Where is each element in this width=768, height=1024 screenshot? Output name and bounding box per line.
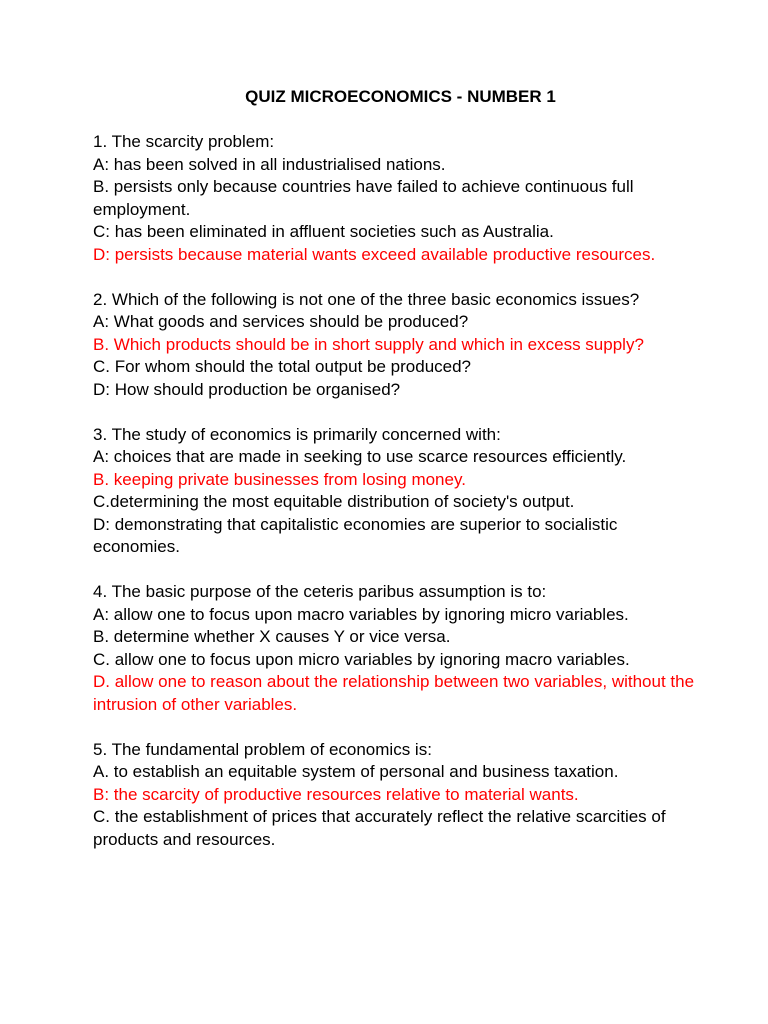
correct-answer-option: D: persists because material wants exceed available productive resources. [93,244,656,264]
correct-answer-option: D. allow one to reason about the relationship between two variables, without the intrusion of other variables. [93,672,695,714]
answer-option: B. determine whether X causes Y or vice versa. [93,627,451,646]
correct-answer-option: B. Which products should be in short supply and which in excess supply? [93,334,644,354]
answer-option: C. the establishment of prices that accurately reflect the relative scarcities of products and resources. [93,807,666,849]
question-stem: 1. The scarcity problem: [93,132,275,151]
answer-option: C.determining the most equitable distribution of society's output. [93,492,575,511]
question-3 [93,424,708,559]
question-stem: 5. The fundamental problem of economics is: [93,739,432,759]
question-stem: 3. The study of economics is primarily concerned with: [93,424,501,444]
correct-answer-option: B: the scarcity of productive resources relative to material wants. [93,784,579,804]
answer-option: A: has been solved in all industrialised nations. [93,154,446,174]
quiz-title: QUIZ MICROECONOMICS - NUMBER 1 [245,87,556,106]
answer-option: A: choices that are made in seeking to use scarce resources efficiently. [93,447,627,466]
question-stem: 4. The basic purpose of the ceteris paribus assumption is to: [93,582,547,601]
question-1 [93,131,708,266]
correct-answer-option: B. keeping private businesses from losing money. [93,469,466,489]
answer-option: C: has been eliminated in affluent societies such as Australia. [93,222,554,241]
question-stem: 2. Which of the following is not one of the three basic economics issues? [93,289,640,309]
answer-option: A: What goods and services should be produced? [93,312,469,331]
question-2 [93,289,708,402]
question-4 [93,581,708,716]
answer-option: A. to establish an equitable system of personal and business taxation. [93,762,619,781]
answer-option: D: How should production be organised? [93,379,401,399]
answer-option: C. allow one to focus upon micro variables by ignoring macro variables. [93,649,630,669]
answer-option: D: demonstrating that capitalistic economies are superior to socialistic economies. [93,514,618,556]
answer-option: B. persists only because countries have failed to achieve continuous full employment. [93,177,634,219]
answer-option: C. For whom should the total output be produced? [93,357,472,376]
question-5 [93,739,708,852]
answer-option: A: allow one to focus upon macro variables by ignoring micro variables. [93,604,629,624]
